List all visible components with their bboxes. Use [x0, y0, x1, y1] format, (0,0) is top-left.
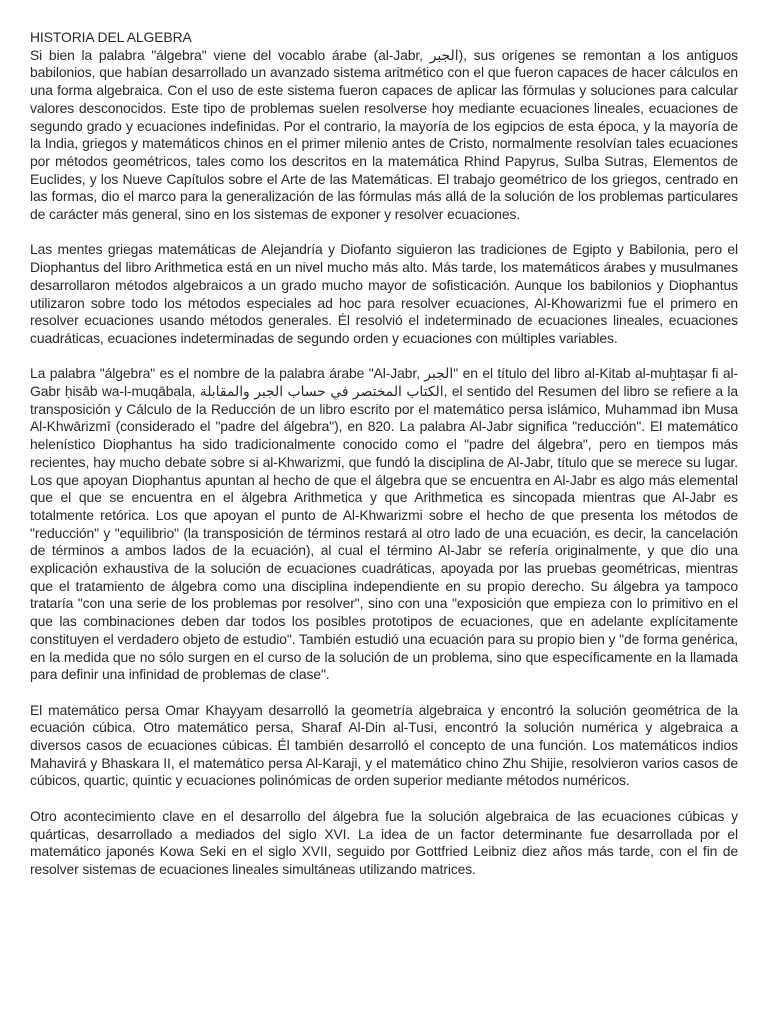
document-page — [30, 29, 738, 879]
paragraph-origins: Si bien la palabra "álgebra" viene del vocablo árabe (al-Jabr, الجبر‎), sus orígenes se remontan a los antiguos babilonios, que habían desarrollado un avanzado sistema aritmético con el que fueron capaces de hacer cálculos en una forma algebraica. Con el uso de este sistema fueron capaces de aplicar las fórmulas y soluciones para calcular valores desconocidos. Este tipo de problemas suelen resolverse hoy mediante ecuaciones lineales, ecuaciones de segundo grado y ecuaciones indefinidas. Por el contrario, la mayoría de los egipcios de esta época, y la mayoría de la India, griegos y matemáticos chinos en el primer milenio antes de Cristo, normalmente resolvían tales ecuaciones por métodos geométricos, tales como los descritos en la matemática Rhind Papyrus, Sulba Sutras, Elementos de Euclides, y los Nueve Capítulos sobre el Arte de las Matemáticas. El trabajo geométrico de los griegos, centrado en las formas, dio el marco para la generalización de las fórmulas más allá de la solución de los problemas particulares de carácter más general, sino en los sistemas de exponer y resolver ecuaciones. — [30, 46, 738, 223]
paragraph-khayyam: El matemático persa Omar Khayyam desarrolló la geometría algebraica y encontró la solución geométrica de la ecuación cúbica. Otro matemático persa, Sharaf Al-Din al-Tusi, encontró la solución numérica y algebraica a diversos casos de ecuaciones cúbicas. Él también desarrolló el concepto de una función. Los matemáticos indios Mahavirá y Bhaskara II, el matemático persa Al-Karaji, y el matemático chino Zhu Shijie, resolvieron varios casos de cúbicos, quartic, quintic y ecuaciones polinómicas de orden superior mediante métodos numéricos. — [30, 701, 738, 789]
paragraph-cubic-equations: Otro acontecimiento clave en el desarrollo del álgebra fue la solución algebraica de las ecuaciones cúbicas y quárticas, desarrollado a mediados del siglo XVI. La idea de un factor determinante fue desarrollada por el matemático japonés Kowa Seki en el siglo XVII, seguido por Gottfried Leibniz diez años más tarde, con el fin de resolver sistemas de ecuaciones lineales simultáneas utilizando matrices. — [30, 807, 738, 877]
document-title: HISTORIA DEL ALGEBRA — [30, 29, 192, 45]
paragraph-al-jabr-word: La palabra "álgebra" es el nombre de la palabra árabe "Al-Jabr, الجبر‎" en el título del libro al-Kitab al-muḫtaṣar fi al-Gabr ḥisāb wa-l-muqābala, الكتاب المختصر في حساب الجبر والمقابلة‎, el sentido del Resumen del libro se refiere a la transposición y Cálculo de la Reducción de un libro escrito por el matemático persa islámico, Muhammad ibn Musa Al-Khwārizmī (considerado el "padre del álgebra"), en 820. La palabra Al-Jabr significa "reducción". El matemático helenístico Diophantus ha sido tradicionalmente conocido como el "padre del álgebra", pero en tiempos más recientes, hay mucho debate sobre si al-Khwarizmi, que fundó la disciplina de Al-Jabr, título que se merece su lugar. Los que apoyan Diophantus apuntan al hecho de que el álgebra que se encuentra en Al-Jabr es algo más elemental que el que se encuentra en el álgebra Arithmetica y que Arithmetica es sincopada mientras que Al-Jabr es totalmente retórica. Los que apoyan el punto de Al-Khwarizmi sobre el hecho de que presenta los métodos de "reducción" y "equilibrio" (la transposición de términos restará al otro lado de una ecuación, es decir, la cancelación de términos a ambos lados de la ecuación), al cual el término Al-Jabr se refería originalmente, y que dio una explicación exhaustiva de la solución de ecuaciones cuadráticas, apoyada por las pruebas geométricas, mientras que el tratamiento de álgebra como una disciplina independiente en su propio derecho. Su álgebra ya tampoco trataría "con una serie de los problemas por resolver", sino con una "exposición que empieza con lo primitivo en el que las combinaciones deben dar todos los posibles prototipos de ecuaciones, que en adelante explícitamente constituyen el verdadero objeto de estudio". También estudió una ecuación para su propio bien y "de forma genérica, en la medida que no sólo surgen en el curso de la solución de un problema, sino que específicamente en la llamada para definir una infinidad de problemas de clase". — [30, 365, 738, 683]
paragraph-greek-minds: Las mentes griegas matemáticas de Alejandría y Diofanto siguieron las tradiciones de Egipto y Babilonia, pero el Diophantus del libro Arithmetica está en un nivel mucho más alto. Más tarde, los matemáticos árabes y musulmanes desarrollaron métodos algebraicos a un grado mucho mayor de sofisticación. Aunque los babilonios y Diophantus utilizaron sobre todo los métodos especiales ad hoc para resolver ecuaciones, Al-Khowarizmi fue el primero en resolver ecuaciones usando métodos generales. Él resolvió el indeterminado de ecuaciones lineales, ecuaciones cuadráticas, ecuaciones indeterminadas de segundo orden y ecuaciones con múltiples variables. — [30, 241, 738, 346]
